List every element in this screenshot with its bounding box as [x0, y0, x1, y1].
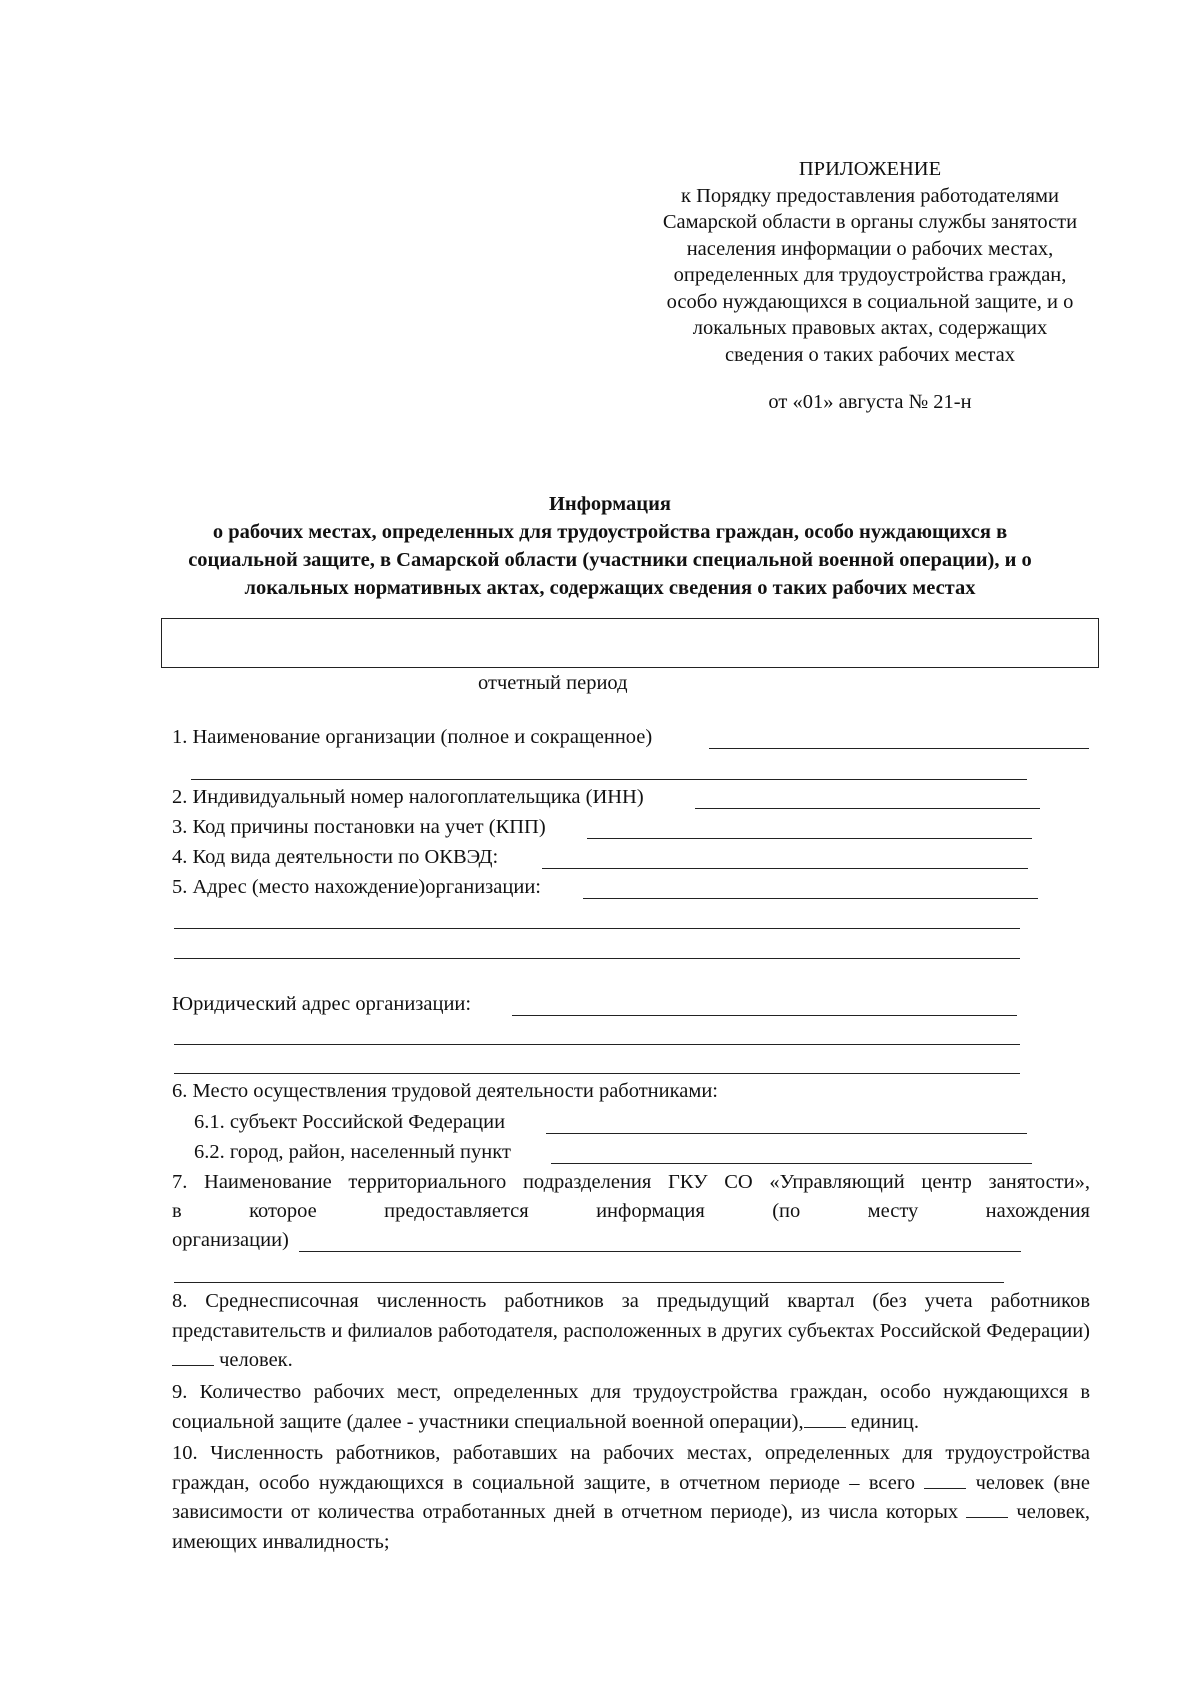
- employees-count-text-end: человек, имеющих инвалидность;: [172, 1501, 1091, 1553]
- workplaces-count-field[interactable]: [804, 1408, 846, 1428]
- workplaces-count-paragraph: [172, 1378, 1090, 1437]
- employment-center-label-cont: [172, 1197, 1090, 1225]
- inn-field[interactable]: [695, 808, 1040, 809]
- employment-center-label: [172, 1168, 1090, 1196]
- region-label: 6.1. субъект Российской Федерации: [194, 1111, 506, 1133]
- average-headcount-unit: человек.: [219, 1349, 293, 1371]
- legal-address-field-cont[interactable]: [174, 1073, 1020, 1074]
- employees-total-field[interactable]: [924, 1469, 966, 1489]
- title-line: локальных нормативных актах, содержащих сведения о таких рабочих местах: [244, 577, 976, 599]
- inn-label: 2. Индивидуальный номер налогоплательщика (ИНН): [172, 786, 644, 808]
- employment-center-field-cont[interactable]: [174, 1282, 1004, 1283]
- reporting-period-field[interactable]: [161, 618, 1099, 668]
- work-location-label: 6. Место осуществления трудовой деятельности работниками:: [172, 1080, 718, 1102]
- employment-center-label-end: организации): [172, 1229, 289, 1251]
- employees-count-text-cont: человек (вне зависимости от количества отработанных дней в отчетном периоде), из числа которых: [172, 1471, 1090, 1523]
- appendix-line: сведения о таких рабочих местах: [725, 343, 1015, 366]
- appendix-block: [620, 156, 1120, 416]
- employment-center-line: в которое предоставляется информация (по месту нахождения: [172, 1200, 1090, 1222]
- legal-address-field[interactable]: [512, 1015, 1017, 1016]
- appendix-line: Самарской области в органы службы занятости: [662, 211, 1078, 233]
- appendix-date: от «01» августа № 21-н: [768, 391, 972, 413]
- appendix-line: определенных для трудоустройства граждан,: [673, 264, 1067, 286]
- average-headcount-field[interactable]: [172, 1346, 214, 1366]
- city-field[interactable]: [551, 1163, 1032, 1164]
- appendix-heading: ПРИЛОЖЕНИЕ: [798, 158, 942, 180]
- employees-count-paragraph: [172, 1439, 1090, 1557]
- reporting-period-caption: отчетный период: [478, 672, 628, 694]
- title-line: Информация: [548, 493, 672, 515]
- average-headcount-paragraph: [172, 1287, 1090, 1376]
- employment-center-line: 7. Наименование территориального подразделения ГКУ СО «Управляющий центр занятости»,: [172, 1171, 1090, 1193]
- workplaces-count-unit: единиц.: [850, 1410, 920, 1433]
- okved-label: 4. Код вида деятельности по ОКВЭД:: [172, 846, 499, 868]
- org-name-label: 1. Наименование организации (полное и сокращенное): [172, 726, 653, 748]
- address-field[interactable]: [583, 898, 1038, 899]
- title-line: социальной защите, в Самарской области (участники специальной военной операции), и о: [188, 549, 1032, 571]
- employees-count-text: 10. Численность работников, работавших на рабочих местах, определенных для трудоустройства граждан, особо нуждающихся в социальной защите, в отчетном периоде – всего: [172, 1442, 1090, 1494]
- workplaces-count-text: 9. Количество рабочих мест, определенных для трудоустройства граждан, особо нуждающихся в социальной защите (далее - участники специальной военной операции),: [172, 1381, 1090, 1433]
- kpp-label: 3. Код причины постановки на учет (КПП): [172, 816, 546, 838]
- employees-disabled-field[interactable]: [966, 1498, 1008, 1518]
- document-title: [140, 490, 1080, 602]
- region-field[interactable]: [546, 1133, 1027, 1134]
- appendix-line: особо нуждающихся в социальной защите, и о: [666, 290, 1074, 313]
- legal-address-field-cont[interactable]: [174, 1044, 1020, 1045]
- average-headcount-text: 8. Среднесписочная численность работников за предыдущий квартал (без учета работников представительств и филиалов работодателя, расположенных в других субъектах Российской Федерации): [172, 1290, 1090, 1342]
- appendix-line: к Порядку предоставления работодателями: [681, 184, 1059, 207]
- org-name-field-cont[interactable]: [191, 779, 1027, 780]
- city-label: 6.2. город, район, населенный пункт: [194, 1141, 511, 1163]
- org-name-field[interactable]: [709, 748, 1089, 749]
- address-label: 5. Адрес (место нахождение)организации:: [172, 876, 541, 898]
- kpp-field[interactable]: [587, 838, 1032, 839]
- okved-field[interactable]: [542, 868, 1028, 869]
- address-field-cont[interactable]: [174, 958, 1020, 959]
- legal-address-label: Юридический адрес организации:: [172, 993, 472, 1015]
- address-field-cont[interactable]: [174, 928, 1020, 929]
- appendix-line: локальных правовых актах, содержащих: [692, 317, 1048, 339]
- title-line: о рабочих местах, определенных для трудоустройства граждан, особо нуждающихся в: [212, 521, 1008, 543]
- employment-center-field[interactable]: [299, 1251, 1021, 1252]
- appendix-line: населения информации о рабочих местах,: [686, 237, 1054, 260]
